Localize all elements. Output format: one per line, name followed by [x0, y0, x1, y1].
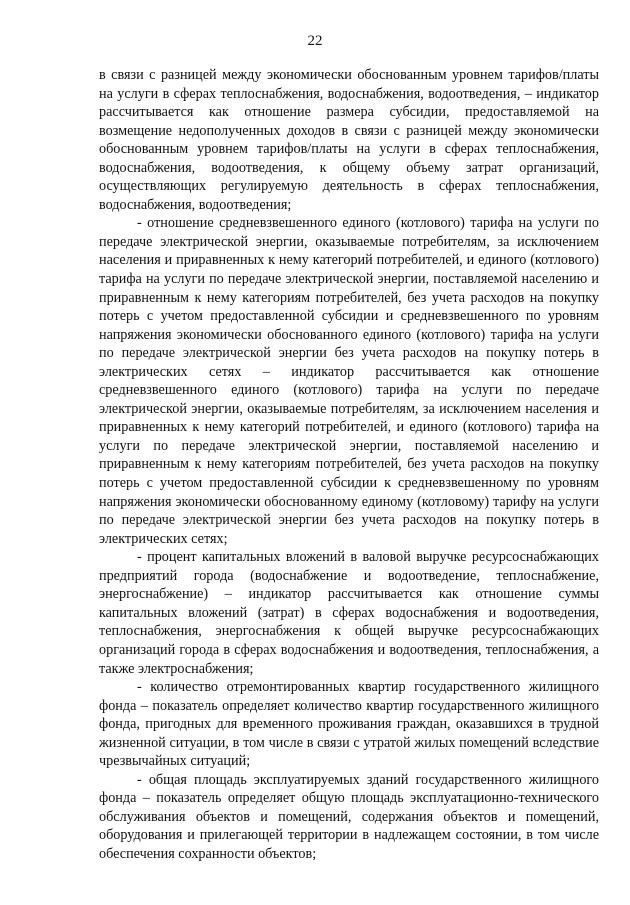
paragraph: - количество отремонтированных квартир государственного жилищного фонда – показатель определяет количество квартир государственного жилищного фонда, пригодных для временного проживания граждан, оказавшихся в трудной жизненной ситуации, в том числе в связи с утратой жилых помещений вследствие чрезвычайных ситуаций; — [99, 679, 599, 770]
paragraph: - отношение средневзвешенного единого (котлового) тарифа на услуги по передаче электрической энергии, оказываемые потребителям, за исключением населения и приравненных к нему категорий потребителей, и единого (котлового) тарифа на услуги по передаче электрической энергии, поставляемой населению и приравненным к нему категориям потребителей, без учета расходов на покупку потерь с учетом предоставленной субсидии и средневзвешенного по уровням напряжения экономически обоснованного единого (котлового) тарифа на услуги по передаче электрической энергии без учета расходов на покупку потерь в электрических сетях – индикатор рассчитывается как отношение средневзвешенного единого (котлового) тарифа на услуги по передаче электрической энергии, оказываемые потребителям, за исключением населения и приравненных к нему категорий потребителей, и единого (котлового) тарифа на услуги по передаче электрической энергии, поставляемой населению и приравненным к нему категориям потребителей, без учета расходов на покупку потерь с учетом предоставленной субсидии к средневзвешенному по уровням напряжения экономически обоснованному единому (котловому) тарифу на услуги по передаче электрической энергии без учета расходов на покупку потерь в электрических сетях; — [99, 215, 599, 547]
paragraph: - общая площадь эксплуатируемых зданий государственного жилищного фонда – показатель определяет общую площадь эксплуатационно-технического обслуживания объектов и помещений, содержания объектов и помещений, оборудования и прилегающей территории в надлежащем состоянии, в том числе обеспечения сохранности объектов; — [99, 771, 599, 862]
paragraph: - процент капитальных вложений в валовой выручке ресурсоснабжающих предприятий города (водоснабжение и водоотведение, теплоснабжение, энергоснабжение) – индикатор рассчитывается как отношение суммы капитальных вложений (затрат) в сферах водоснабжения и водоотведения, теплоснабжения, энергоснабжения к общей выручке ресурсоснабжающих организаций города в сферах водоснабжения и водоотведения, теплоснабжения, а также электроснабжения; — [99, 549, 599, 677]
document-body — [99, 66, 599, 864]
paragraph: в связи с разницей между экономически обоснованным уровнем тарифов/платы на услуги в сферах теплоснабжения, водоснабжения, водоотведения, – индикатор рассчитывается как отношение размера субсидии, предоставляемой на возмещение недополученных доходов в связи с разницей между экономически обоснованным уровнем тарифов/платы на услуги в сферах теплоснабжения, водоснабжения, водоотведения, к общему объему затрат организаций, осуществляющих регулируемую деятельность в сферах теплоснабжения, водоснабжения, водоотведения; — [99, 67, 599, 213]
page-number: 22 — [307, 33, 323, 49]
